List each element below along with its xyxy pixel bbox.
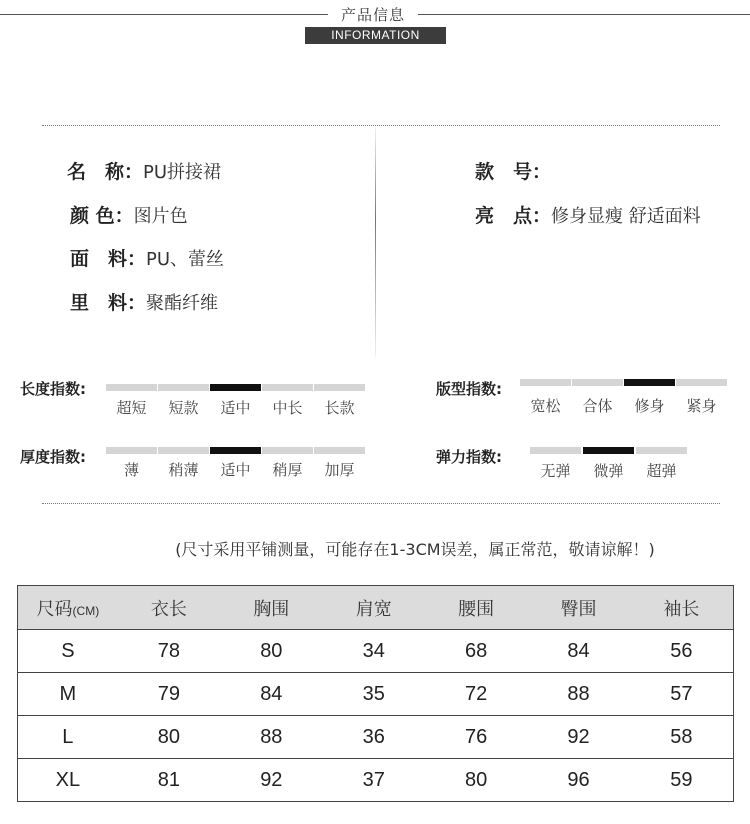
- thickness-index-label: 厚度指数:: [20, 448, 86, 466]
- size-cell: M: [18, 673, 118, 716]
- length-index-segment: [314, 384, 365, 391]
- info-highlights: [475, 201, 701, 228]
- measurement-cell: 80: [220, 630, 322, 673]
- info-lining: [70, 288, 218, 315]
- measurement-cell: 68: [425, 630, 527, 673]
- measurement-cell: 57: [630, 673, 734, 716]
- measurement-cell: 84: [220, 673, 322, 716]
- measurement-cell: 81: [118, 759, 220, 802]
- info-fabric-value: PU、蕾丝: [146, 249, 225, 270]
- column-header: 胸围: [220, 586, 322, 630]
- length-index-segment: [106, 384, 157, 391]
- info-style-no: [475, 157, 551, 184]
- table-row: [18, 673, 734, 716]
- measurement-cell: 76: [425, 716, 527, 759]
- length-index-option-label: 长款: [324, 399, 355, 417]
- fit-index-segment: [520, 379, 571, 386]
- column-header: 臀围: [527, 586, 629, 630]
- info-fabric: [70, 244, 224, 271]
- info-name: [67, 157, 221, 184]
- column-header: 腰围: [425, 586, 527, 630]
- length-index-segment: [262, 384, 313, 391]
- fit-index-segment: [676, 379, 727, 386]
- info-lining-label: 里 料：: [70, 292, 147, 314]
- column-header: 肩宽: [323, 586, 425, 630]
- length-index-segment: [158, 384, 209, 391]
- thickness-index-segment-selected: [210, 447, 261, 454]
- measurement-cell: 72: [425, 673, 527, 716]
- thickness-index-option-label: 适中: [220, 461, 251, 479]
- thickness-index-option-label: 稍厚: [272, 461, 303, 479]
- measurement-cell: 34: [323, 630, 425, 673]
- size-cell: S: [18, 630, 118, 673]
- length-index-label: 长度指数:: [20, 380, 86, 398]
- measurement-cell: 59: [630, 759, 734, 802]
- fit-index-option-label: 紧身: [686, 397, 717, 415]
- measurement-cell: 36: [323, 716, 425, 759]
- info-style-no-label: 款 号：: [475, 161, 552, 183]
- info-lining-value: 聚酯纤维: [146, 293, 219, 314]
- info-fabric-label: 面 料：: [70, 248, 147, 270]
- thickness-index-segment: [158, 447, 209, 454]
- section-title: 产品信息: [340, 6, 405, 24]
- elasticity-index-option-label: 微弹: [593, 462, 624, 480]
- measurement-cell: 56: [630, 630, 734, 673]
- thickness-index-option-label: 薄: [123, 461, 139, 479]
- elasticity-index-segment: [530, 447, 581, 454]
- elasticity-index-segment: [636, 447, 687, 454]
- thickness-index-option-label: 稍薄: [168, 461, 199, 479]
- measurement-cell: 79: [118, 673, 220, 716]
- size-header-unit: (CM): [72, 603, 100, 618]
- table-row: [18, 630, 734, 673]
- measurement-note: (尺寸采用平铺测量，可能存在1-3CM误差，属正常范，敬请谅解！): [175, 540, 655, 559]
- elasticity-index-option-label: 无弹: [540, 462, 571, 480]
- elasticity-index-segment-selected: [583, 447, 634, 454]
- length-index-segment-selected: [210, 384, 261, 391]
- size-column-header: [18, 586, 118, 630]
- measurement-cell: 35: [323, 673, 425, 716]
- info-name-label: 名 称：: [67, 161, 144, 183]
- info-name-value: PU拼接裙: [143, 162, 222, 183]
- fit-index-label: 版型指数:: [436, 380, 502, 398]
- fit-index-segment-selected: [624, 379, 675, 386]
- thickness-index-segment: [262, 447, 313, 454]
- measurement-cell: 58: [630, 716, 734, 759]
- length-index-option-label: 中长: [272, 399, 303, 417]
- measurement-cell: 37: [323, 759, 425, 802]
- table-row: [18, 716, 734, 759]
- column-header: 袖长: [630, 586, 734, 630]
- fit-index-segment: [572, 379, 623, 386]
- measurement-cell: 78: [118, 630, 220, 673]
- thickness-index-segment: [106, 447, 157, 454]
- length-index-option-label: 短款: [168, 399, 199, 417]
- column-header: 衣长: [118, 586, 220, 630]
- info-color: [70, 201, 188, 228]
- divider-bottom: [42, 503, 720, 504]
- size-table-header: [18, 586, 734, 630]
- header-rule-left: [0, 14, 328, 15]
- measurement-cell: 92: [220, 759, 322, 802]
- info-highlights-label: 亮 点：: [475, 205, 552, 227]
- thickness-index-segment: [314, 447, 365, 454]
- measurement-cell: 92: [527, 716, 629, 759]
- length-index-option-label: 超短: [116, 399, 147, 417]
- header-rule-right: [418, 14, 750, 15]
- info-color-label: 颜 色：: [70, 205, 134, 227]
- measurement-cell: 88: [527, 673, 629, 716]
- size-cell: XL: [18, 759, 118, 802]
- measurement-cell: 88: [220, 716, 322, 759]
- fit-index-option-label: 宽松: [530, 397, 561, 415]
- info-highlights-value: 修身显瘦 舒适面料: [551, 206, 701, 227]
- info-column-separator: [375, 127, 376, 357]
- elasticity-index-option-label: 超弹: [646, 462, 677, 480]
- measurement-cell: 84: [527, 630, 629, 673]
- measurement-cell: 80: [425, 759, 527, 802]
- size-header-label: 尺码: [36, 598, 73, 619]
- section-badge: INFORMATION: [305, 27, 446, 44]
- fit-index-option-label: 合体: [582, 397, 613, 415]
- table-row: [18, 759, 734, 802]
- measurement-cell: 80: [118, 716, 220, 759]
- info-color-value: 图片色: [133, 206, 188, 227]
- measurement-cell: 96: [527, 759, 629, 802]
- elasticity-index-label: 弹力指数:: [436, 448, 502, 466]
- size-table: [17, 585, 734, 802]
- length-index-option-label: 适中: [220, 399, 251, 417]
- fit-index-option-label: 修身: [634, 397, 665, 415]
- size-cell: L: [18, 716, 118, 759]
- thickness-index-option-label: 加厚: [324, 461, 355, 479]
- divider-top: [42, 125, 720, 126]
